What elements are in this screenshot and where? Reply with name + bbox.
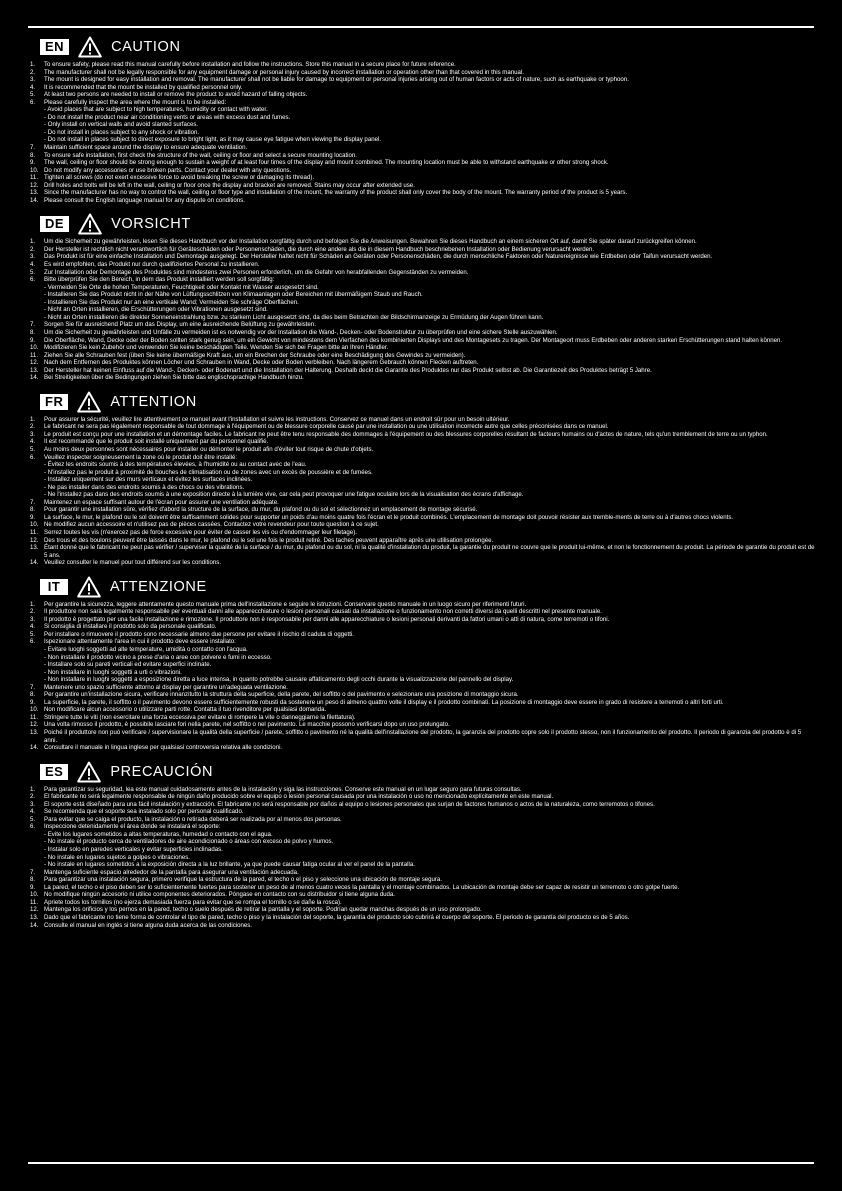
item-text: At least two persons are needed to install or remove the product to avoid hazard of falling objects.	[44, 91, 308, 99]
list-item	[30, 182, 816, 190]
item-text: Bitte überprüfen Sie den Bereich, in dem das Produkt installiert werden soll sorgfältig:	[44, 276, 275, 284]
manual-content	[30, 36, 816, 938]
sub-list-item	[30, 484, 816, 492]
item-number: 13.	[30, 366, 39, 374]
item-text: El soporte está diseñado para una fácil instalación y extracción. El fabricante no será responsable por daños al equipo o lesiones personales que surjan de factores humanos o actos de la naturaleza, como terremotos o tifones.	[44, 800, 655, 808]
item-number: 6.	[30, 453, 36, 461]
item-number: 3.	[30, 430, 36, 438]
item-number: 2.	[30, 423, 36, 431]
section-header	[30, 391, 816, 413]
list-item	[30, 706, 816, 714]
item-text: Pour garantir une installation sûre, vérifiez d'abord la structure de la surface, du mur, du plafond ou du sol et sélectionnez un emplacement de montage sécurisé.	[44, 506, 478, 514]
list-item	[30, 793, 816, 801]
sub-list-item	[30, 291, 816, 299]
item-text: - Vermeiden Sie Orte die hohen Temperaturen, Feuchtigkeit oder Kontakt mit Wasser ausgesetzt sind.	[44, 283, 319, 291]
item-text: Der Hersteller hat keinen Einfluss auf die Wand-, Decken- oder Bodenart und die Installation der Halterung. Deshalb deckt die Garantie des Produktes nur das Produkt selbst ab. Die Garantiezeit des Produktes beträgt 5 Jahre.	[44, 366, 652, 374]
item-number: 5.	[30, 91, 36, 99]
sub-list-item	[30, 654, 816, 662]
list-item	[30, 423, 816, 431]
sub-list-item	[30, 676, 816, 684]
item-text: Il prodotto è progettato per una facile installazione e rimozione. Il produttore non è responsabile per danni alle apparecchiature o lesioni personali derivanti da fattori umani o atti di natura, come terremoti o tifoni.	[44, 615, 610, 623]
sub-list-item	[30, 114, 816, 122]
item-text: - Instalar solo en paredes verticales y evitar superficies inclinadas.	[44, 846, 223, 854]
list-item	[30, 167, 816, 175]
section-title: ATTENZIONE	[110, 578, 207, 595]
item-text: - No instale el producto cerca de ventiladores de aire acondicionado o áreas con exceso de polvo y humos.	[44, 838, 334, 846]
sub-list-item	[30, 299, 816, 307]
item-number: 2.	[30, 608, 36, 616]
list-item	[30, 537, 816, 545]
item-number: 10.	[30, 891, 39, 899]
list-item	[30, 884, 816, 892]
item-text: - Only install on vertical walls and avoid slanted surfaces.	[44, 121, 199, 129]
item-text: - Nicht an Orten installieren die direkter Sonneneinstrahlung bzw. zu starkem Licht ausgesetzt sind, da dies beim Betrachten der Bildschirmanzeige zu Ermüdung der Augen führen kann.	[44, 313, 544, 321]
section-title: VORSICHT	[111, 216, 191, 233]
sub-list-item	[30, 854, 816, 862]
language-section-de	[30, 213, 816, 381]
list-item	[30, 159, 816, 167]
item-text: - Non installare in luoghi soggetti a urti o vibrazioni.	[44, 668, 182, 676]
warning-triangle-icon	[78, 213, 102, 235]
item-text: - No instale en lugares sujetos a golpes o vibraciones.	[44, 853, 190, 861]
list-item	[30, 261, 816, 269]
list-item	[30, 744, 816, 752]
item-text: Inspeccione detenidamente el área donde se instalará el soporte:	[44, 823, 221, 831]
item-number: 8.	[30, 506, 36, 514]
item-number: 3.	[30, 615, 36, 623]
list-item	[30, 454, 816, 462]
list-item	[30, 99, 816, 107]
list-item	[30, 253, 816, 261]
item-number: 11.	[30, 713, 39, 721]
item-number: 10.	[30, 344, 39, 352]
item-number: 2.	[30, 793, 36, 801]
sub-list-item	[30, 838, 816, 846]
item-number: 11.	[30, 528, 39, 536]
list-item	[30, 337, 816, 345]
item-text: The manufacturer shall not be legally responsible for any equipment damage or personal injury caused by incorrect installation or operation other than that covered in this manual.	[44, 68, 524, 76]
language-section-it	[30, 576, 816, 752]
item-text: Non modificare alcun accessorio o utilizzare parti rotte. Contatta il tuo rivenditore per qualsiasi domanda.	[44, 706, 327, 714]
item-number: 4.	[30, 438, 36, 446]
item-text: - Installieren Sie das Produkt nicht in der Nähe von Lüftungsschlitzen von Klimaanlagen oder Bereichen mit übermäßigem Staub und Rauch.	[44, 291, 423, 299]
item-number: 13.	[30, 189, 39, 197]
section-header	[30, 761, 816, 783]
list-item	[30, 446, 816, 454]
item-text: Il est recommandé que le produit soit installé uniquement par du personnel qualifié.	[44, 438, 269, 446]
sub-list-item	[30, 669, 816, 677]
item-text: - Installez uniquement sur des murs verticaux et évitez les surfaces inclinées.	[44, 476, 253, 484]
list-item	[30, 91, 816, 99]
list-item	[30, 801, 816, 809]
item-number: 2.	[30, 245, 36, 253]
item-number: 12.	[30, 721, 39, 729]
item-number: 4.	[30, 623, 36, 631]
list-item	[30, 808, 816, 816]
sub-list-item	[30, 306, 816, 314]
item-number: 10.	[30, 706, 39, 714]
list-item	[30, 729, 816, 744]
item-text: Ne modifiez aucun accessoire et n'utilisez pas de pièces cassées. Contactez votre revendeur pour toute question à ce sujet.	[44, 521, 379, 529]
item-number: 7.	[30, 321, 36, 329]
list-item	[30, 84, 816, 92]
sub-list-item	[30, 284, 816, 292]
item-text: Dado que el fabricante no tiene forma de controlar el tipo de pared, techo o piso y la instalación del soporte, la garantía del producto solo cubrirá el cuerpo del soporte. El periodo de garantía del producto es de 5 años.	[44, 913, 630, 921]
item-number: 5.	[30, 268, 36, 276]
item-text: Do not modify any accessories or use broken parts. Contact your dealer with any questions.	[44, 166, 292, 174]
item-number: 12.	[30, 181, 39, 189]
item-number: 5.	[30, 445, 36, 453]
item-text: Per installare o rimuovere il prodotto sono necessarie almeno due persone per evitare il rischio di caduta di oggetti.	[44, 630, 354, 638]
caution-list	[30, 238, 816, 381]
list-item	[30, 914, 816, 922]
list-item	[30, 344, 816, 352]
section-title: CAUTION	[111, 39, 181, 55]
item-number: 3.	[30, 76, 36, 84]
list-item	[30, 321, 816, 329]
item-number: 7.	[30, 144, 36, 152]
item-number: 8.	[30, 876, 36, 884]
list-item	[30, 616, 816, 624]
item-number: 12.	[30, 906, 39, 914]
item-number: 11.	[30, 351, 39, 359]
list-item	[30, 684, 816, 692]
item-number: 9.	[30, 698, 36, 706]
list-item	[30, 431, 816, 439]
section-title: PRECAUCIÓN	[110, 763, 214, 780]
item-text: La surface, le mur, le plafond ou le sol doivent être suffisamment solides pour supporter un poids d'au moins quatre fois l'écran et le produit combinés. L'emplacement de montage doit pouvoir résister aux tremble-ments de terre ou à d'autres chocs violents.	[44, 513, 734, 521]
item-text: Please consult the English language manual for any dispute on conditions.	[44, 196, 245, 204]
list-item	[30, 416, 816, 424]
sub-list-item	[30, 646, 816, 654]
list-item	[30, 506, 816, 514]
list-item	[30, 438, 816, 446]
item-number: 9.	[30, 159, 36, 167]
item-text: Per garantire la sicurezza, leggere attentamente questo manuale prima dell'installazione e seguire le istruzioni. Conservare questo manuale in un luogo sicuro per riferimenti futuri.	[44, 600, 527, 608]
item-text: - Ne l'installez pas dans des endroits soumis à une exposition directe à la lumière vive, car cela peut provoquer une fatigue oculaire lors de la visualisation des écrans d'affichage.	[44, 491, 524, 499]
list-item	[30, 638, 816, 646]
item-number: 6.	[30, 638, 36, 646]
list-item	[30, 499, 816, 507]
item-number: 1.	[30, 415, 36, 423]
warning-triangle-icon	[77, 391, 101, 413]
item-text: Au moins deux personnes sont nécessaires pour installer ou démonter le produit afin d'éviter tout risque de chute d'objets.	[44, 445, 374, 453]
item-text: - Ne pas installer dans des endroits soumis à des chocs ou des vibrations.	[44, 483, 245, 491]
item-text: Il produttore non sarà legalmente responsabile per eventuali danni alle apparecchiature o lesioni personali causati da installazione o funzionamento non corretti diversi da quelli descritti nel presente manuale.	[44, 608, 602, 616]
sub-list-item	[30, 136, 816, 144]
item-text: Ziehen Sie alle Schrauben fest (üben Sie keine übermäßige Kraft aus, um ein Brechen der Schraube oder eine Beschädigung des Gewindes zu vermeiden).	[44, 351, 466, 359]
item-text: Una volta rimosso il prodotto, è possibile lasciare fori nella parete, nel soffitto o nel pavimento. Le macchie possono verificarsi dopo un uso prolungato.	[44, 721, 450, 729]
list-item	[30, 367, 816, 375]
item-number: 3.	[30, 253, 36, 261]
warning-triangle-icon	[77, 576, 101, 598]
list-item	[30, 197, 816, 205]
warning-triangle-icon	[77, 761, 101, 783]
sub-list-item	[30, 661, 816, 669]
item-text: Um die Sicherheit zu gewährleisten und Unfälle zu vermeiden ist es notwendig vor der Installation die Wand-, Decken- oder Bodenstruktur zu überprüfen und eine sichere Stelle auszuwählen.	[44, 328, 558, 336]
item-text: Ispezionare attentamente l'area in cui il prodotto deve essere installato:	[44, 638, 236, 646]
list-item	[30, 238, 816, 246]
list-item	[30, 922, 816, 930]
item-number: 10.	[30, 521, 39, 529]
list-item	[30, 691, 816, 699]
item-text: Des trous et des boulons peuvent être laissés dans le mur, le plafond ou le sol une fois le produit retiré. Des taches peuvent apparaître après une utilisation prolongée.	[44, 536, 494, 544]
item-text: Please carefully inspect the area where the mount is to be installed:	[44, 98, 227, 106]
item-text: - Évitez les endroits soumis à des températures élevées, à l'humidité ou au contact avec de l'eau.	[44, 461, 307, 469]
item-text: - Do not install in places subject to any shock or vibration.	[44, 128, 200, 136]
section-header	[30, 36, 816, 58]
list-item	[30, 623, 816, 631]
item-text: Mantenga suficiente espacio alrededor de la pantalla para asegurar una ventilación adecuada.	[44, 868, 299, 876]
item-number: 1.	[30, 238, 36, 246]
list-item	[30, 189, 816, 197]
sub-list-item	[30, 461, 816, 469]
item-text: No modifique ningún accesorio ni utilice componentes deteriorados. Póngase en contacto con su distribuidor si tiene alguna duda.	[44, 891, 395, 899]
item-text: Veuillez consulter le manuel pour tout différend sur les conditions.	[44, 559, 222, 567]
item-text: - Installieren Sie das Produkt nur an eine vertikale Wand; Vermeiden Sie schräge Oberflächen.	[44, 298, 299, 306]
item-text: Sorgen Sie für ausreichend Platz um das Display, um eine ausreichende Belüftung zu gewährleisten.	[44, 321, 316, 329]
item-number: 14.	[30, 744, 39, 752]
language-code-badge: ES	[40, 764, 68, 780]
item-number: 7.	[30, 868, 36, 876]
list-item	[30, 521, 816, 529]
sub-list-item	[30, 846, 816, 854]
caution-list	[30, 416, 816, 567]
item-number: 13.	[30, 729, 39, 737]
item-text: El fabricante no será legalmente responsable de ningún daño producido sobre el equipo o lesión personal causada por una instalación o uso no mencionado explícitamente en este manual.	[44, 793, 554, 801]
item-number: 8.	[30, 691, 36, 699]
item-text: Serrez toutes les vis (n'exercez pas de force excessive pour éviter de casser les vis ou d'endommager leur filetage).	[44, 528, 357, 536]
list-item	[30, 152, 816, 160]
item-text: Stringere tutte le viti (non esercitare una forza eccessiva per evitare di rompere la vite o danneggiarne la filettatura).	[44, 713, 356, 721]
section-title: ATTENTION	[110, 393, 197, 410]
list-item	[30, 786, 816, 794]
item-text: Bei Streitigkeiten über die Bedingungen ziehen Sie bitte das englischsprachige Handbuch hinzu.	[44, 374, 304, 382]
warning-triangle-icon	[78, 36, 102, 58]
item-text: The wall, ceiling or floor should be strong enough to sustain a weight of at least four times of the display and mount combined. The mounting location must be able to withstand earthquake or other strong shock.	[44, 159, 609, 167]
item-number: 5.	[30, 815, 36, 823]
item-text: Si consiglia di installare il prodotto solo da personale qualificato.	[44, 623, 217, 631]
item-text: - Non installare il prodotto vicino a prese d'aria o aree con polvere e fumi in eccesso.	[44, 653, 272, 661]
item-text: Apriete todos los tornillos (no ejerza demasiada fuerza para evitar que se rompa el tornillo o se dañe la rosca).	[44, 898, 342, 906]
sub-list-item	[30, 491, 816, 499]
section-header	[30, 213, 816, 235]
sub-list-item	[30, 129, 816, 137]
item-number: 14.	[30, 374, 39, 382]
item-number: 1.	[30, 61, 36, 68]
item-number: 11.	[30, 174, 39, 182]
item-text: Consultare il manuale in lingua inglese per qualsiasi controversia relativa alle condizioni.	[44, 744, 283, 752]
item-text: Étant donné que le fabricant ne peut pas vérifier / superviser la qualité de la surface / du mur, du plafond ou du sol, ni la qualité d'installation du produit, la garantie du produit ne couvre que le produit lui-même, et non le fonctionnement du produit. La période de garantie du produit est de 5 ans.	[44, 544, 815, 559]
item-text: Maintain sufficient space around the display to ensure adequate ventilation.	[44, 144, 248, 152]
item-number: 4.	[30, 83, 36, 91]
list-item	[30, 631, 816, 639]
sub-list-item	[30, 861, 816, 869]
sub-list-item	[30, 831, 816, 839]
item-text: - Do not install the product near air conditioning vents or areas with excess dust and fumes.	[44, 113, 291, 121]
list-item	[30, 529, 816, 537]
list-item	[30, 601, 816, 609]
list-item	[30, 174, 816, 182]
caution-list	[30, 61, 816, 204]
list-item	[30, 329, 816, 337]
section-header	[30, 576, 816, 598]
bottom-rule	[28, 1162, 814, 1164]
item-text: Para garantizar una instalación segura, primero verifique la estructura de la pared, el techo o el piso y seleccione una ubicación de montaje segura.	[44, 876, 443, 884]
list-item	[30, 699, 816, 707]
item-number: 8.	[30, 328, 36, 336]
list-item	[30, 714, 816, 722]
list-item	[30, 269, 816, 277]
list-item	[30, 352, 816, 360]
item-number: 5.	[30, 630, 36, 638]
list-item	[30, 359, 816, 367]
item-text: Veuillez inspecter soigneusement la zone où le produit doit être installé:	[44, 453, 238, 461]
item-text: Um die Sicherheit zu gewährleisten, lesen Sie dieses Handbuch vor der Installation sorgfältig durch und befolgen Sie die Anweisungen. Bewahren Sie dieses Handbuch an einem sicheren Ort auf, damit Sie später darauf zurückgreifen können.	[44, 238, 697, 246]
list-item	[30, 61, 816, 69]
list-item	[30, 816, 816, 824]
item-number: 9.	[30, 883, 36, 891]
item-text: Der Hersteller ist rechtlich nicht verantwortlich für Geräteschäden oder Personenschäden, die durch eine andere als die in diesem Handbuch beschriebenen Installation oder Bedienung verursacht werden.	[44, 245, 595, 253]
list-item	[30, 899, 816, 907]
list-item	[30, 721, 816, 729]
sub-list-item	[30, 469, 816, 477]
item-number: 7.	[30, 498, 36, 506]
item-text: Tighten all screws (do not exert excessive force to avoid breaking the screw or damaging its thread).	[44, 174, 315, 182]
item-text: It is recommended that the mount be installed by qualified personnel only.	[44, 83, 243, 91]
item-text: - Avoid places that are subject to high temperatures, humidity or contact with water.	[44, 106, 268, 114]
item-text: Nach dem Entfernen des Produktes können Löcher und Schrauben in Wand, Decke oder Boden verbleiben. Nach längerem Gebrauch können Flecken auftreten.	[44, 359, 479, 367]
item-number: 7.	[30, 683, 36, 691]
item-number: 14.	[30, 559, 39, 567]
list-item	[30, 144, 816, 152]
list-item	[30, 276, 816, 284]
item-text: - N'installez pas le produit à proximité de bouches de climatisation ou de zones avec un excès de poussière et de fumées.	[44, 468, 373, 476]
language-code-badge: EN	[40, 39, 69, 55]
language-section-es	[30, 761, 816, 929]
item-text: Para evitar que se caiga el producto, la instalación o retirada deberá ser realizada por al menos dos personas.	[44, 815, 342, 823]
item-text: - No instale en lugares sometidos a la exposición directa a la luz brillante, ya que puede causar fatiga ocular al ver el panel de la pantalla.	[44, 861, 415, 869]
item-text: Das Produkt ist für eine einfache Installation und Demontage ausgelegt. Der Hersteller haftet nicht für Schäden an Geräten oder Personenschäden, die durch menschliche Faktoren oder Naturereignisse wie Erdbeben oder Taifun verursacht werden.	[44, 253, 713, 261]
item-number: 2.	[30, 68, 36, 76]
item-number: 1.	[30, 600, 36, 608]
item-text: - Do not install in places subject to direct exposure to bright light, as it may cause eye fatigue when viewing the display panel.	[44, 136, 382, 144]
list-item	[30, 906, 816, 914]
list-item	[30, 544, 816, 559]
item-number: 11.	[30, 898, 39, 906]
item-number: 1.	[30, 785, 36, 793]
item-number: 4.	[30, 261, 36, 269]
item-text: Pour assurer la sécurité, veuillez lire attentivement ce manuel avant l'installation et suivre les instructions. Conservez ce manuel dans un endroit sûr pour un besoin ultérieur.	[44, 415, 510, 423]
item-text: Se recomienda que el soporte sea instalado solo por personal cualificado.	[44, 808, 244, 816]
item-text: Le fabricant ne sera pas légalement responsable de tout dommage à l'équipement ou de blessure corporelle causé par une installation ou une utilisation incorrecte autre que celles préconisées dans ce manuel.	[44, 423, 609, 431]
language-section-en	[30, 36, 816, 204]
item-text: - Non installare in luoghi soggetti a esposizione diretta a luce intensa, in quanto potrebbe causare affaticamento degli occhi durante la visualizzazione del pannello del display.	[44, 676, 514, 684]
item-number: 6.	[30, 823, 36, 831]
sub-list-item	[30, 121, 816, 129]
item-text: Maintenez un espace suffisant autour de l'écran pour assurer une ventilation adéquate.	[44, 498, 279, 506]
caution-list	[30, 786, 816, 929]
item-number: 13.	[30, 544, 39, 552]
item-number: 6.	[30, 276, 36, 284]
list-item	[30, 891, 816, 899]
item-text: Mantenere uno spazio sufficiente attorno al display per garantire un'adeguata ventilazione.	[44, 683, 288, 691]
item-number: 14.	[30, 196, 39, 204]
top-rule	[28, 26, 814, 28]
item-text: To ensure safety, please read this manual carefully before installation and follow the instructions. Store this manual in a secure place for future reference.	[44, 61, 456, 68]
item-text: La pared, el techo o el piso deben ser lo suficientemente fuertes para sostener un peso de al menos cuatro veces la pantalla y el montaje combinados. La ubicación de montaje debe ser capaz de resistir un terremoto o otro golpe fuerte.	[44, 883, 680, 891]
item-text: Per garantire un'installazione sicura, verificare innanzitutto la struttura della superficie, della parete, del soffitto o del pavimento e selezionare una posizione di montaggio sicura.	[44, 691, 519, 699]
item-number: 9.	[30, 513, 36, 521]
list-item	[30, 246, 816, 254]
caution-list	[30, 601, 816, 752]
item-text: Die Oberfläche, Wand, Decke oder der Boden sollten stark genug sein, um ein Gewicht von mindestens dem Vierfachen des kombinierten Displays und des Montagesets zu tragen. Der Montageort muss Erdbeben oder anderen starken Erschütterungen stand halten können.	[44, 336, 783, 344]
sub-list-item	[30, 314, 816, 322]
sub-list-item	[30, 476, 816, 484]
item-number: 10.	[30, 166, 39, 174]
language-code-badge: DE	[40, 216, 69, 232]
item-text: Es wird empfohlen, das Produkt nur durch qualifiziertes Personal zu installieren.	[44, 261, 260, 269]
item-text: To ensure safe installation, first check the structure of the wall, ceiling or floor and select a secure mounting location.	[44, 151, 357, 159]
language-code-badge: IT	[40, 579, 68, 595]
sub-list-item	[30, 106, 816, 114]
list-item	[30, 76, 816, 84]
item-number: 4.	[30, 808, 36, 816]
list-item	[30, 608, 816, 616]
item-text: Since the manufacturer has no way to control the wall, ceiling or floor type and installation of the mount, the warranty of the product shall only cover the body of the mount. The warranty period of the product is 5 years.	[44, 189, 628, 197]
item-number: 8.	[30, 151, 36, 159]
item-text: Zur Installation oder Demontage des Produktes sind mindestens zwei Personen erforderlich, um die Gefahr von herabfallenden Gegenständen zu vermeiden.	[44, 268, 469, 276]
item-number: 14.	[30, 921, 39, 929]
item-text: - Evitare luoghi soggetti ad alte temperature, umidità o contatto con l'acqua.	[44, 646, 248, 653]
list-item	[30, 869, 816, 877]
list-item	[30, 514, 816, 522]
item-number: 9.	[30, 336, 36, 344]
item-text: Le produit est conçu pour une installation et un démontage faciles. Le fabricant ne peut être tenu responsable des dommages à l'équipement ou des blessures corporelles résultant de facteurs humains ou d'actes de nature, tels qu'un tremblement de terre ou un typhon.	[44, 430, 768, 438]
list-item	[30, 69, 816, 77]
item-text: - Nicht an Orten installieren, die Erschütterungen oder Vibrationen ausgesetzt sind.	[44, 306, 268, 314]
item-text: Modifizieren Sie kein Zubehör und verwenden Sie keine beschädigten Teile. Wenden Sie sich bei Fragen bitte an Ihren Händler.	[44, 344, 389, 352]
item-text: - Installare solo su pareti verticali ed evitare superfici inclinate.	[44, 661, 212, 669]
item-text: Para garantizar su seguridad, lea este manual cuidadosamente antes de la instalación y siga las instrucciones. Conserve este manual en un lugar seguro para futuras consultas.	[44, 785, 522, 793]
item-number: 6.	[30, 98, 36, 106]
list-item	[30, 876, 816, 884]
item-number: 3.	[30, 800, 36, 808]
language-code-badge: FR	[40, 394, 68, 410]
item-number: 12.	[30, 536, 39, 544]
item-text: Poiché il produttore non può verificare / supervisionare la qualità della superficie / parete, soffitto o pavimento né la qualità dell'installazione del prodotto, la garanzia del prodotto copre solo il prodotto stesso, non il funzionamento del prodotto. Il periodo di garanzia del prodotto è di 5 anni.	[44, 729, 802, 744]
item-text: Drill holes and bolts will be left in the wall, ceiling or floor once the display and bracket are removed. Stains may occur after extended use.	[44, 181, 415, 189]
item-number: 13.	[30, 913, 39, 921]
item-number: 12.	[30, 359, 39, 367]
list-item	[30, 559, 816, 567]
list-item	[30, 374, 816, 382]
list-item	[30, 823, 816, 831]
item-text: The mount is designed for easy installation and removal. The manufacturer shall not be liable for damage to equipment or personal injuries arising out of human factors or acts of nature, such as earthquake or typhoon.	[44, 76, 629, 84]
item-text: Mantenga los orificios y los pernos en la pared, techo o suelo después de retirar la pantalla y el soporte. Podrían quedar manchas después de un uso prolongado.	[44, 906, 482, 914]
item-text: - Evite los lugares sometidos a altas temperaturas, humedad o contacto con el agua.	[44, 830, 273, 838]
item-text: La superficie, la parete, il soffitto o il pavimento devono essere sufficientemente robusti da sostenere un peso di almeno quattro volte il display e il prodotto combinati. La posizione di montaggio deve essere in grado di resistere a terremoti o altri forti urti.	[44, 698, 724, 706]
language-section-fr	[30, 391, 816, 567]
item-text: Consulte el manual en inglés si tiene alguna duda acerca de las condiciones.	[44, 921, 252, 929]
